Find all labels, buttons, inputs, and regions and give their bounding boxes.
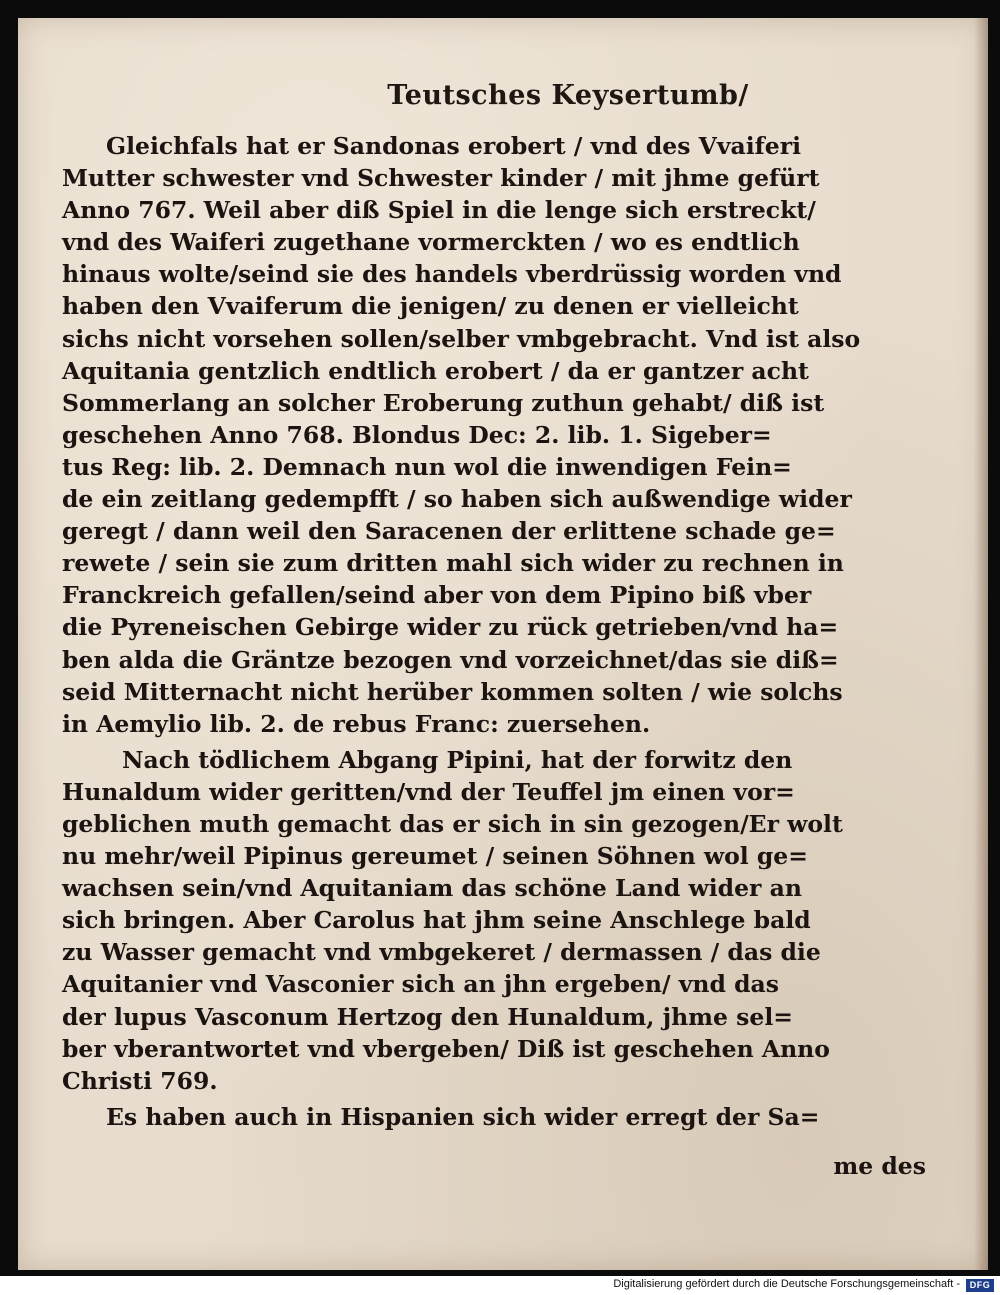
text-line: Mutter schwester vnd Schwester kinder / mit jhme gefürt xyxy=(62,164,820,193)
text-line: de ein zeitlang gedempfft / so haben sich außwendige wider xyxy=(62,485,852,514)
text-line: seid Mitternacht nicht herüber kommen solten / wie solchs xyxy=(62,677,843,706)
text-line: Sommerlang an solcher Eroberung zuthun gehabt/ diß ist xyxy=(62,388,825,417)
text-line: tus Reg: lib. 2. Demnach nun wol die inwendigen Fein= xyxy=(62,452,792,481)
text-line: Gleichfals hat er Sandonas erobert / vnd des Vvaiferi xyxy=(106,132,802,160)
text-line: ber vberantwortet vnd vbergeben/ Diß ist geschehen Anno xyxy=(62,1034,830,1063)
footer-bar xyxy=(0,1276,1000,1295)
funding-notice: Digitalisierung gefördert durch die Deutsche Forschungsgemeinschaft - xyxy=(613,1278,960,1290)
text-line: zu Wasser gemacht vnd vmbgekeret / dermassen / das die xyxy=(62,938,821,967)
text-line: Nach tödlichem Abgang Pipini, hat der forwitz den xyxy=(122,745,793,774)
text-line: rewete / sein sie zum dritten mahl sich wider zu rechnen in xyxy=(62,549,844,578)
catchword: me des xyxy=(833,1152,926,1180)
text-line: Anno 767. Weil aber diß Spiel in die lenge sich erstreckt/ xyxy=(62,196,816,225)
body-text xyxy=(62,130,962,1133)
text-line: vnd des Waiferi zugethane vormerckten / wo es endtlich xyxy=(62,228,800,257)
text-line: sich bringen. Aber Carolus hat jhm seine Anschlege bald xyxy=(62,906,811,935)
text-line: wachsen sein/vnd Aquitaniam das schöne Land wider an xyxy=(62,874,802,903)
text-line: Aquitania gentzlich endtlich erobert / da er gantzer acht xyxy=(62,356,809,385)
text-line: nu mehr/weil Pipinus gereumet / seinen Söhnen wol ge= xyxy=(62,842,808,871)
text-line: geregt / dann weil den Saracenen der erlittene schade ge= xyxy=(62,517,836,546)
book-page xyxy=(18,18,988,1270)
text-line: hinaus wolte/seind sie des handels vberdrüssig worden vnd xyxy=(62,260,842,289)
page-edge-shadow xyxy=(974,18,988,1270)
running-header xyxy=(18,80,988,111)
text-line: die Pyreneischen Gebirge wider zu rück getrieben/vnd ha= xyxy=(62,613,839,642)
text-line: haben den Vvaiferum die jenigen/ zu denen er vielleicht xyxy=(62,292,799,321)
text-line: Hunaldum wider geritten/vnd der Teuffel jm einen vor= xyxy=(62,777,795,806)
text-line: in Aemylio lib. 2. de rebus Franc: zuersehen. xyxy=(62,709,651,738)
text-line: Es haben auch in Hispanien sich wider erregt der Sa= xyxy=(106,1102,820,1131)
text-line: Christi 769. xyxy=(62,1066,218,1095)
text-line: Aquitanier vnd Vasconier sich an jhn ergeben/ vnd das xyxy=(62,970,779,999)
running-header-text: Teutsches Keysertumb/ xyxy=(387,80,749,111)
text-line: Franckreich gefallen/seind aber von dem Pipino biß vber xyxy=(62,581,812,610)
text-line: geschehen Anno 768. Blondus Dec: 2. lib. 1. Sigeber= xyxy=(62,420,772,449)
text-line: sichs nicht vorsehen sollen/selber vmbgebracht. Vnd ist also xyxy=(62,324,861,353)
text-line: geblichen muth gemacht das er sich in sin gezogen/Er wolt xyxy=(62,809,843,838)
dfg-logo-icon: DFG xyxy=(966,1279,994,1292)
text-line: ben alda die Gräntze bezogen vnd vorzeichnet/das sie diß= xyxy=(62,645,839,674)
text-line: der lupus Vasconum Hertzog den Hunaldum, jhme sel= xyxy=(62,1002,793,1031)
